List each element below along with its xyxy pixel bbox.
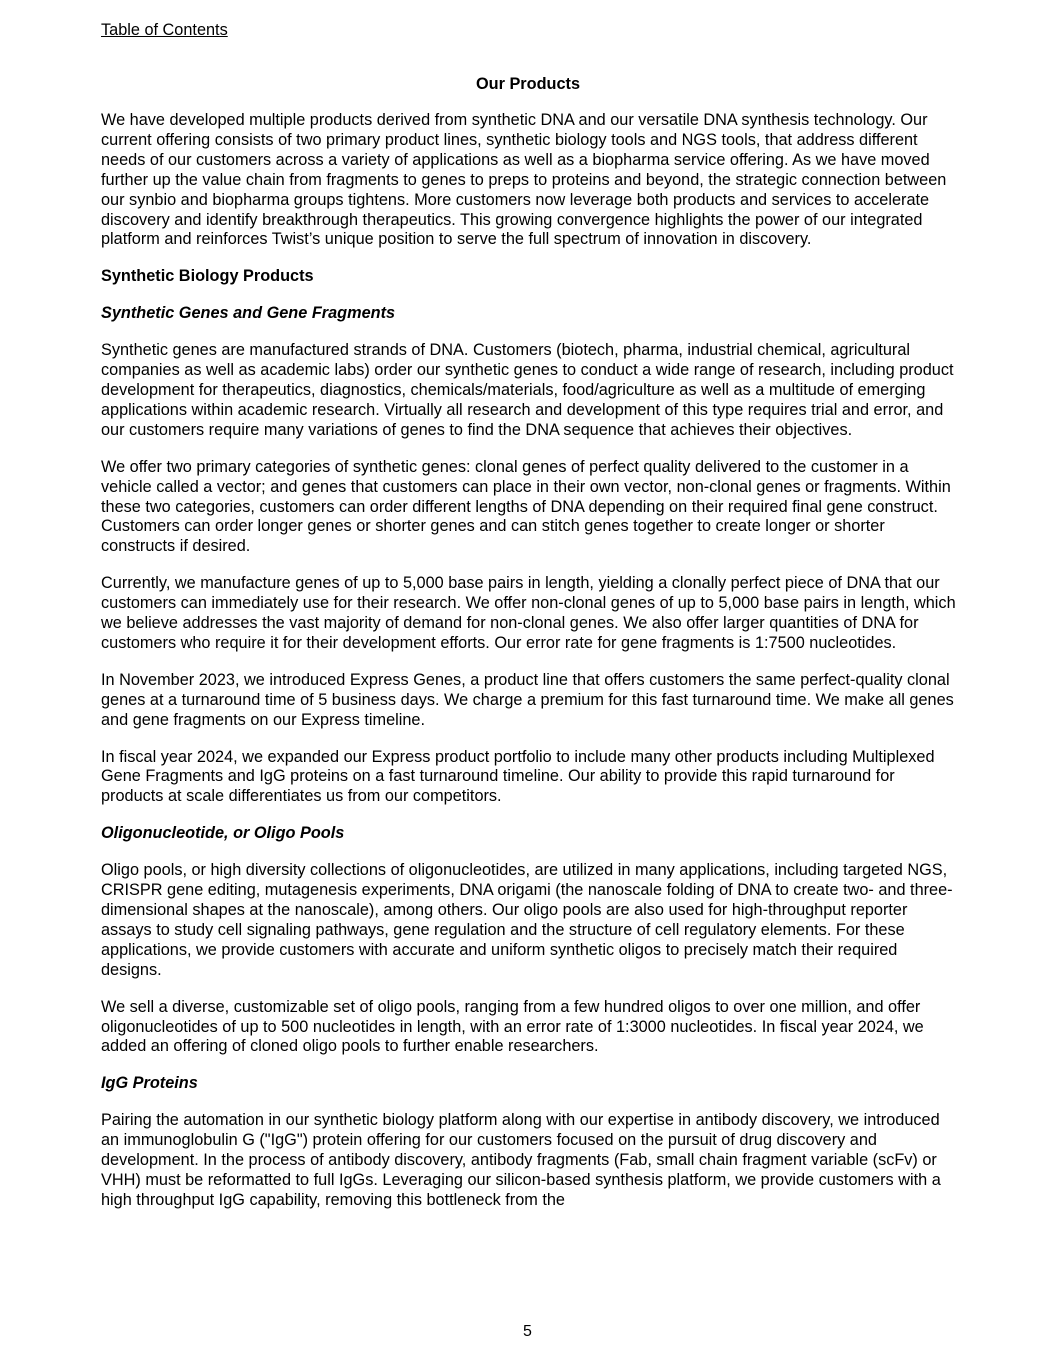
subsection-heading-synthetic-genes: Synthetic Genes and Gene Fragments <box>101 304 396 323</box>
genes-paragraph-3: Currently, we manufacture genes of up to 5,000 base pairs in length, yielding a clonally perfect piece of DNA that our customers can immediately use for their research. We offer non-clonal genes of up to 5,000 base pairs in length, which we believe addresses the vast majority of demand for non-clonal genes. We also offer larger quantities of DNA for customers who require it for their development efforts. Our error rate for gene fragments is 1:7500 nucleotides. <box>101 574 956 652</box>
oligo-paragraph-1: Oligo pools, or high diversity collections of oligonucleotides, are utilized in many applications, including targeted NGS, CRISPR gene editing, mutagenesis experiments, DNA origami (the nanoscale folding of DNA to create two- and three-dimensional shapes at the nanoscale), among others. Our oligo pools are also used for high-throughput reporter assays to study cell signaling pathways, gene regulation and the structure of cell regulatory elements. For these applications, we provide customers with accurate and uniform synthetic oligos to precisely match their required designs. <box>101 861 953 979</box>
section-heading-synthetic-biology: Synthetic Biology Products <box>101 267 314 286</box>
page-title: Our Products <box>475 75 581 93</box>
igg-paragraph-1: Pairing the automation in our synthetic biology platform along with our expertise in antibody discovery, we introduced an immunoglobulin G ("IgG") protein offering for our customers focused on the pursuit of drug discovery and development. In the process of antibody discovery, antibody fragments (Fab, small chain fragment variable (scFv) or VHH) must be reformatted to full IgGs. Leveraging our silicon-based synthesis platform, we provide customers with a high throughput IgG capability, removing this bottleneck from the <box>101 1111 941 1209</box>
table-of-contents-link[interactable]: Table of Contents <box>101 21 228 39</box>
genes-paragraph-1: Synthetic genes are manufactured strands of DNA. Customers (biotech, pharma, industrial chemical, agricultural companies as well as academic labs) order our synthetic genes to conduct a wide range of research, including product development for therapeutics, diagnostics, chemicals/materials, food/agriculture as well as a multitude of emerging applications within academic research. Virtually all research and development of this type requires trial and error, and our customers require many variations of genes to find the DNA sequence that achieves their objectives. <box>101 341 954 439</box>
intro-paragraph: We have developed multiple products derived from synthetic DNA and our versatile DNA synthesis technology. Our current offering consists of two primary product lines, synthetic biology tools and NGS tools, that address different needs of our customers across a variety of applications as well as a biopharma service offering. As we have moved further up the value chain from fragments to genes to preps to proteins and beyond, the strategic connection between our synbio and biopharma groups tightens. More customers now leverage both products and services to accelerate discovery and identify breakthrough therapeutics. This growing convergence highlights the power of our integrated platform and reinforces Twist’s unique position to serve the full spectrum of innovation in discovery. <box>101 111 947 249</box>
genes-paragraph-2: We offer two primary categories of synthetic genes: clonal genes of perfect quality delivered to the customer in a vehicle called a vector; and genes that customers can place in their own vector, non-clonal genes or fragments. Within these two categories, customers can order different lengths of DNA depending on their required final gene construct. Customers can order longer genes or shorter genes and can stitch genes together to create longer or shorter constructs if desired. <box>101 457 951 556</box>
subsection-heading-igg-proteins: IgG Proteins <box>101 1074 198 1093</box>
document-body <box>101 111 957 1228</box>
genes-paragraph-4: In November 2023, we introduced Express Genes, a product line that offers customers the same perfect-quality clonal genes at a turnaround time of 5 business days. We charge a premium for this fast turnaround time. We make all genes and gene fragments on our Express timeline. <box>101 670 954 729</box>
page-number: 5 <box>523 1323 532 1340</box>
subsection-heading-oligo-pools: Oligonucleotide, or Oligo Pools <box>101 824 345 843</box>
oligo-paragraph-2: We sell a diverse, customizable set of oligo pools, ranging from a few hundred oligos to over one million, and offer oligonucleotides of up to 500 nucleotides in length, with an error rate of 1:3000 nucleotides. In fiscal year 2024, we added an offering of cloned oligo pools to further enable researchers. <box>101 997 924 1056</box>
genes-paragraph-5: In fiscal year 2024, we expanded our Express product portfolio to include many other products including Multiplexed Gene Fragments and IgG proteins on a fast turnaround timeline. Our ability to provide this rapid turnaround for products at scale differentiates us from our competitors. <box>101 747 935 806</box>
